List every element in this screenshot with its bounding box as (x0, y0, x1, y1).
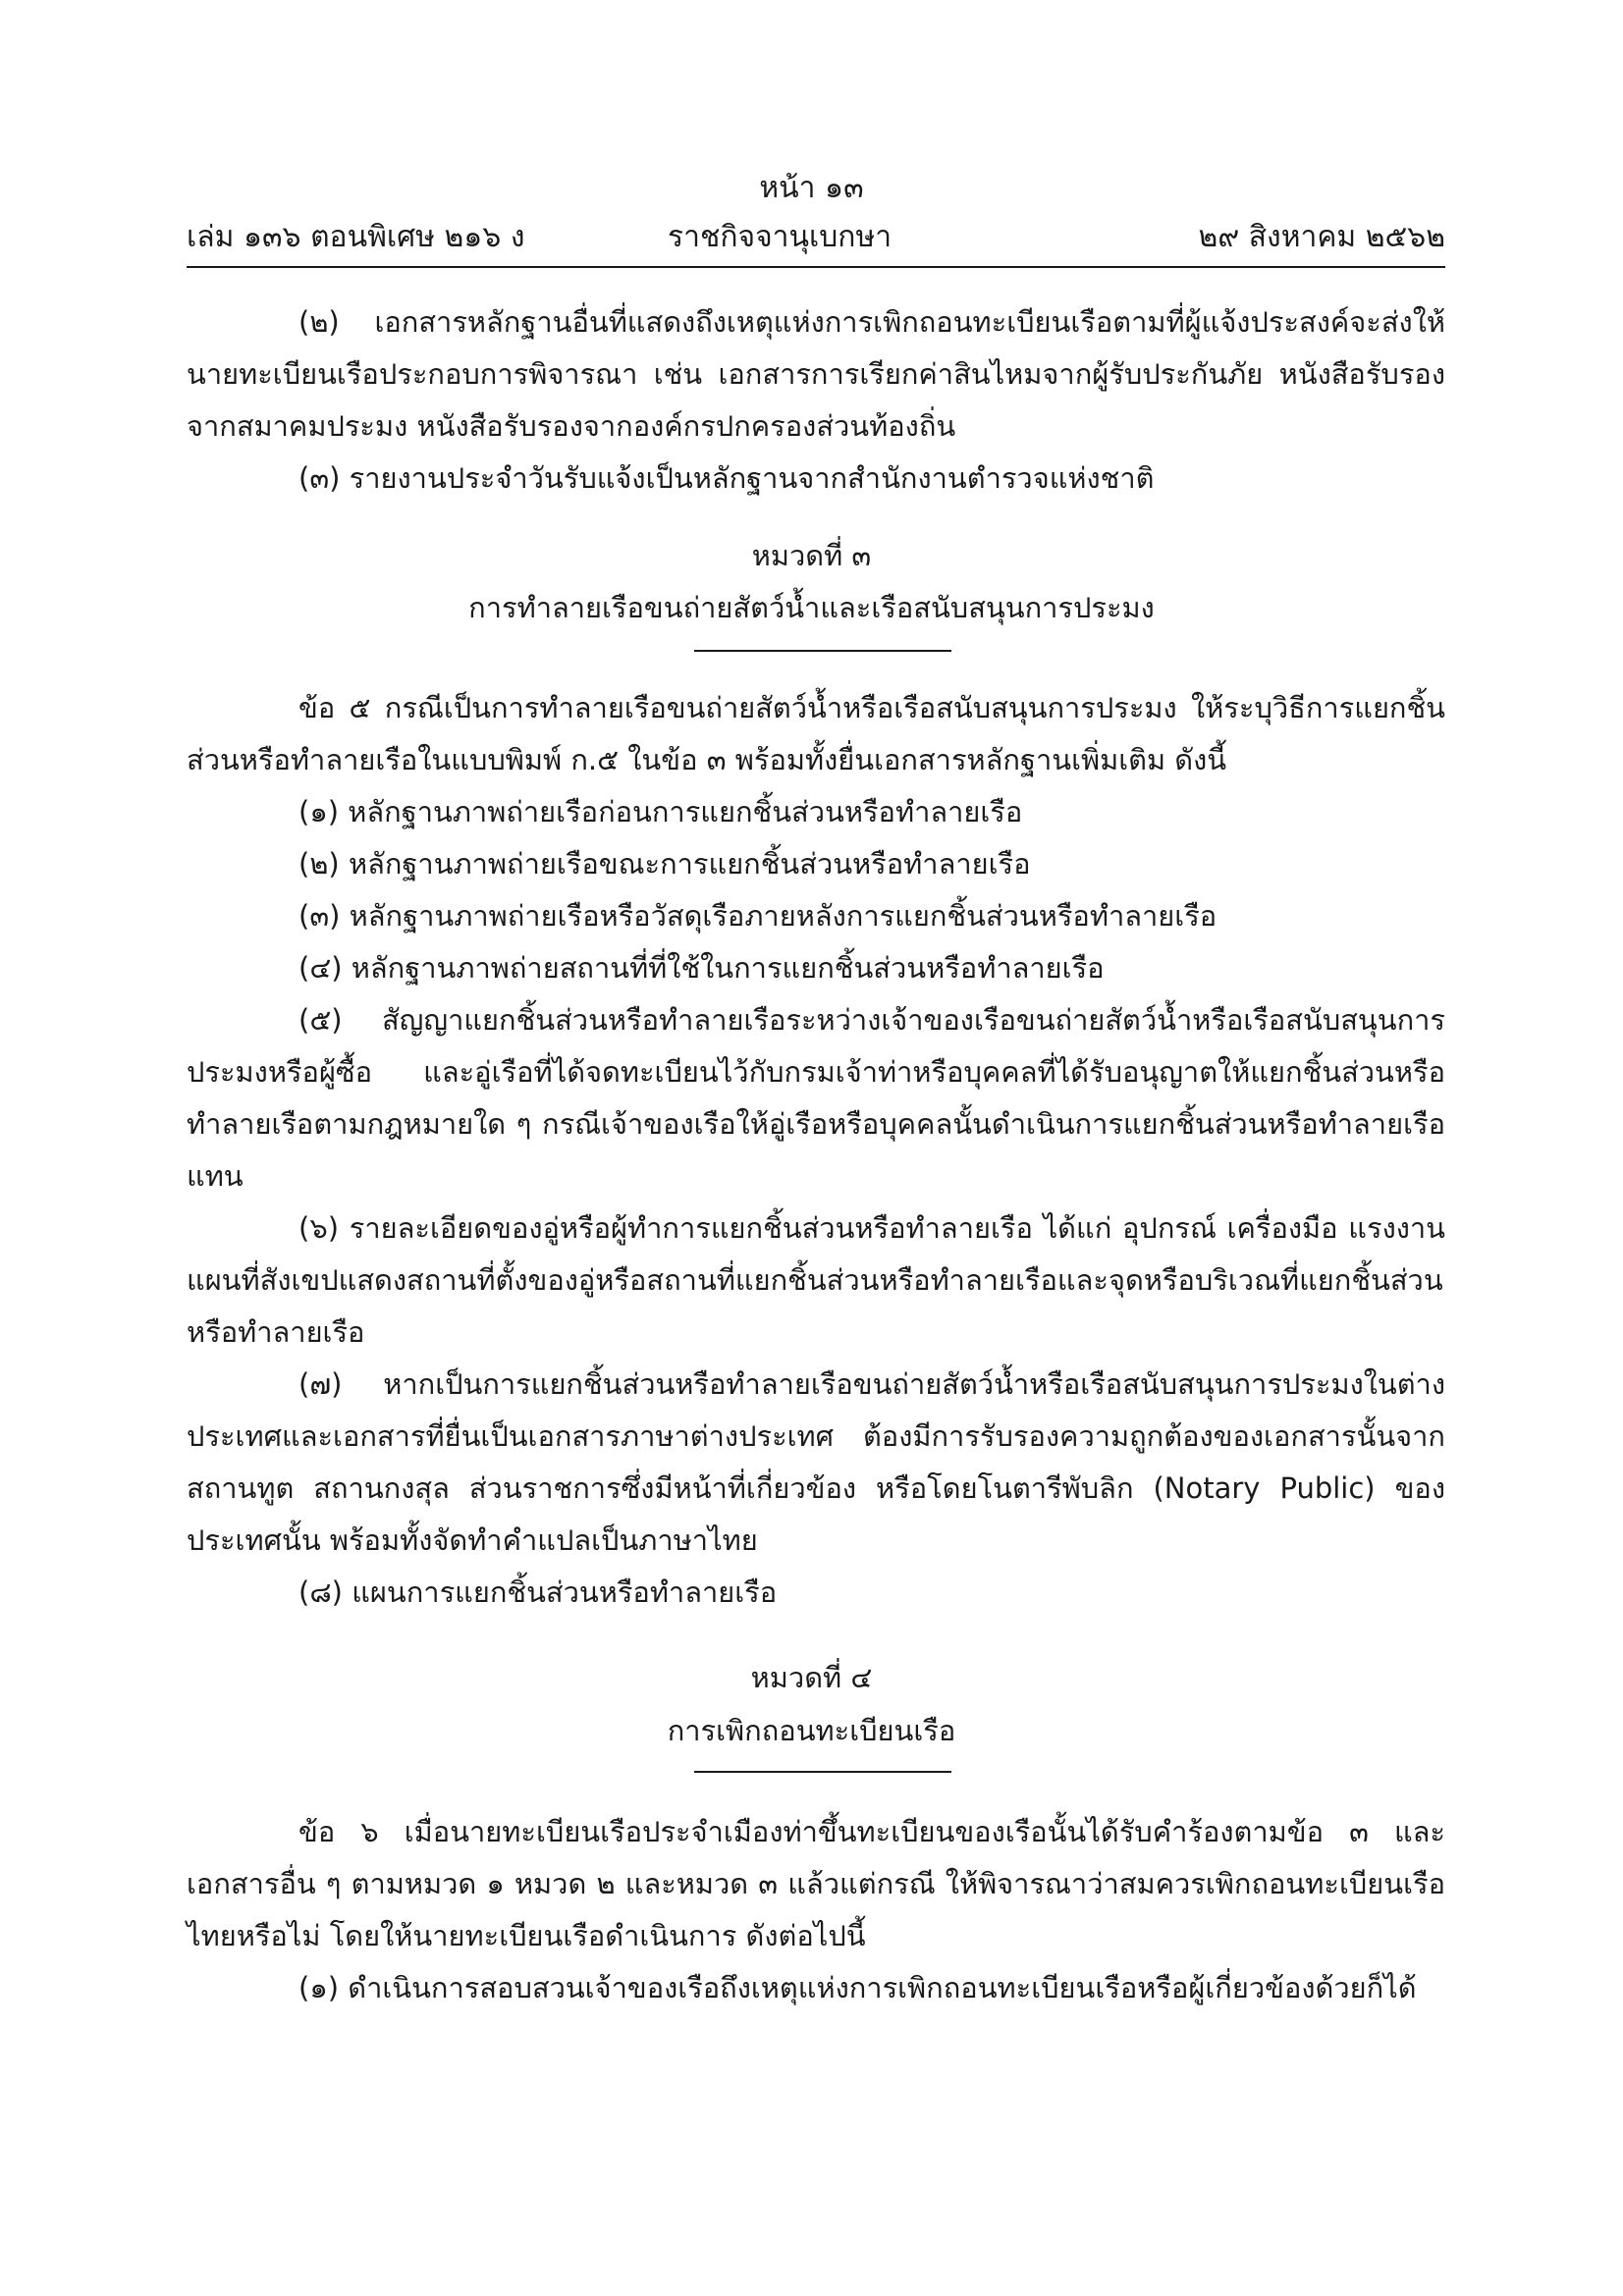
section-rule (694, 650, 951, 652)
publication-date: ๒๙ สิงหาคม ๒๕๖๒ (1198, 220, 1445, 254)
paragraph: (๒) เอกสารหลักฐานอื่นที่แสดงถึงเหตุแห่งการเพิกถอนทะเบียนเรือตามที่ผู้แจ้งประสงค์จะส่งให้นายทะเบียนเรือประกอบการพิจารณา เช่น เอกสารการเรียกค่าสินไหมจากผู้รับประกันภัย หนังสือรับรองจากสมาคมประมง หนังสือรับรองจากองค์กรปกครองส่วนท้องถิ่น (187, 305, 1445, 443)
paragraph: (๑) ดำเนินการสอบสวนเจ้าของเรือถึงเหตุแห่งการเพิกถอนทะเบียนเรือหรือผู้เกี่ยวข้องด้วยก็ได้ (298, 1971, 1417, 2004)
paragraph: ข้อ ๕ กรณีเป็นการทำลายเรือขนถ่ายสัตว์น้ำหรือเรือสนับสนุนการประมง ให้ระบุวิธีการแยกชิ้นส่วนหรือทำลายเรือในแบบพิมพ์ ก.๕ ในข้อ ๓ พร้อมทั้งยื่นเอกสารหลักฐานเพิ่มเติม ดังนี้ (187, 691, 1445, 776)
chapter-3-title: หมวดที่ ๓ (751, 539, 872, 572)
clause-6 (187, 1806, 1445, 2014)
chapter-3-subtitle: การทำลายเรือขนถ่ายสัตว์น้ำและเรือสนับสนุนการประมง (468, 591, 1155, 624)
paragraph: (๓) รายงานประจำวันรับแจ้งเป็นหลักฐานจากสำนักงานตำรวจแห่งชาติ (298, 461, 1155, 495)
chapter-4-subtitle: การเพิกถอนทะเบียนเรือ (667, 1714, 956, 1747)
section-rule (694, 1771, 951, 1773)
paragraph: ข้อ ๖ เมื่อนายทะเบียนเรือประจำเมืองท่าขึ้นทะเบียนของเรือนั้นได้รับคำร้องตามข้อ ๓ และเอกสารอื่น ๆ ตามหมวด ๑ หมวด ๒ และหมวด ๓ แล้วแต่กรณี ให้พิจารณาว่าสมควรเพิกถอนทะเบียนเรือไทยหรือไม่ โดยให้นายทะเบียนเรือดำเนินการ ดังต่อไปนี้ (187, 1815, 1445, 1952)
chapter-4-title: หมวดที่ ๔ (750, 1661, 873, 1694)
paragraph: (๗) หากเป็นการแยกชิ้นส่วนหรือทำลายเรือขนถ่ายสัตว์น้ำหรือเรือสนับสนุนการประมงในต่างประเทศและเอกสารที่ยื่นเป็นเอกสารภาษาต่างประเทศ ต้องมีการรับรองความถูกต้องของเอกสารนั้นจากสถานทูต สถานกงสุล ส่วนราชการซึ่งมีหน้าที่เกี่ยวข้อง หรือโดยโนตารีพับลิก (Notary Public) ของประเทศนั้น พร้อมทั้งจัดทำคำแปลเป็นภาษาไทย (187, 1367, 1445, 1557)
publication-name: ราชกิจจานุเบกษา (668, 220, 893, 254)
volume-issue: เล่ม ๑๓๖ ตอนพิเศษ ๒๑๖ ง (187, 220, 525, 254)
paragraph: (๖) รายละเอียดของอู่หรือผู้ทำการแยกชิ้นส่วนหรือทำลายเรือ ได้แก่ อุปกรณ์ เครื่องมือ แรงงาน แผนที่สังเขปแสดงสถานที่ตั้งของอู่หรือสถานที่แยกชิ้นส่วนหรือทำลายเรือและจุดหรือบริเวณที่แยกชิ้นส่วนหรือทำลายเรือ (187, 1211, 1445, 1349)
header-rule (187, 266, 1445, 268)
gazette-header (187, 218, 1445, 257)
paragraph: (๒) หลักฐานภาพถ่ายเรือขณะการแยกชิ้นส่วนหรือทำลายเรือ (298, 847, 1031, 881)
paragraph: (๕) สัญญาแยกชิ้นส่วนหรือทำลายเรือระหว่างเจ้าของเรือขนถ่ายสัตว์น้ำหรือเรือสนับสนุนการประมงหรือผู้ซื้อ และอู่เรือที่ได้จดทะเบียนไว้กับกรมเจ้าท่าหรือบุคคลที่ได้รับอนุญาตให้แยกชิ้นส่วนหรือทำลายเรือตามกฎหมายใด ๆ กรณีเจ้าของเรือให้อู่เรือหรือบุคคลนั้นดำเนินการแยกชิ้นส่วนหรือทำลายเรือแทน (187, 1003, 1445, 1193)
page-number: หน้า ๑๓ (759, 171, 864, 205)
paragraph: (๘) แผนการแยกชิ้นส่วนหรือทำลายเรือ (298, 1575, 778, 1609)
clause-5 (187, 682, 1445, 1619)
paragraph: (๑) หลักฐานภาพถ่ายเรือก่อนการแยกชิ้นส่วนหรือทำลายเรือ (298, 795, 1023, 828)
paragraph: (๔) หลักฐานภาพถ่ายสถานที่ที่ใช้ในการแยกชิ้นส่วนหรือทำลายเรือ (298, 951, 1105, 985)
paragraph: (๓) หลักฐานภาพถ่ายเรือหรือวัสดุเรือภายหลังการแยกชิ้นส่วนหรือทำลายเรือ (298, 899, 1217, 933)
evidence-list-continued (187, 296, 1445, 505)
